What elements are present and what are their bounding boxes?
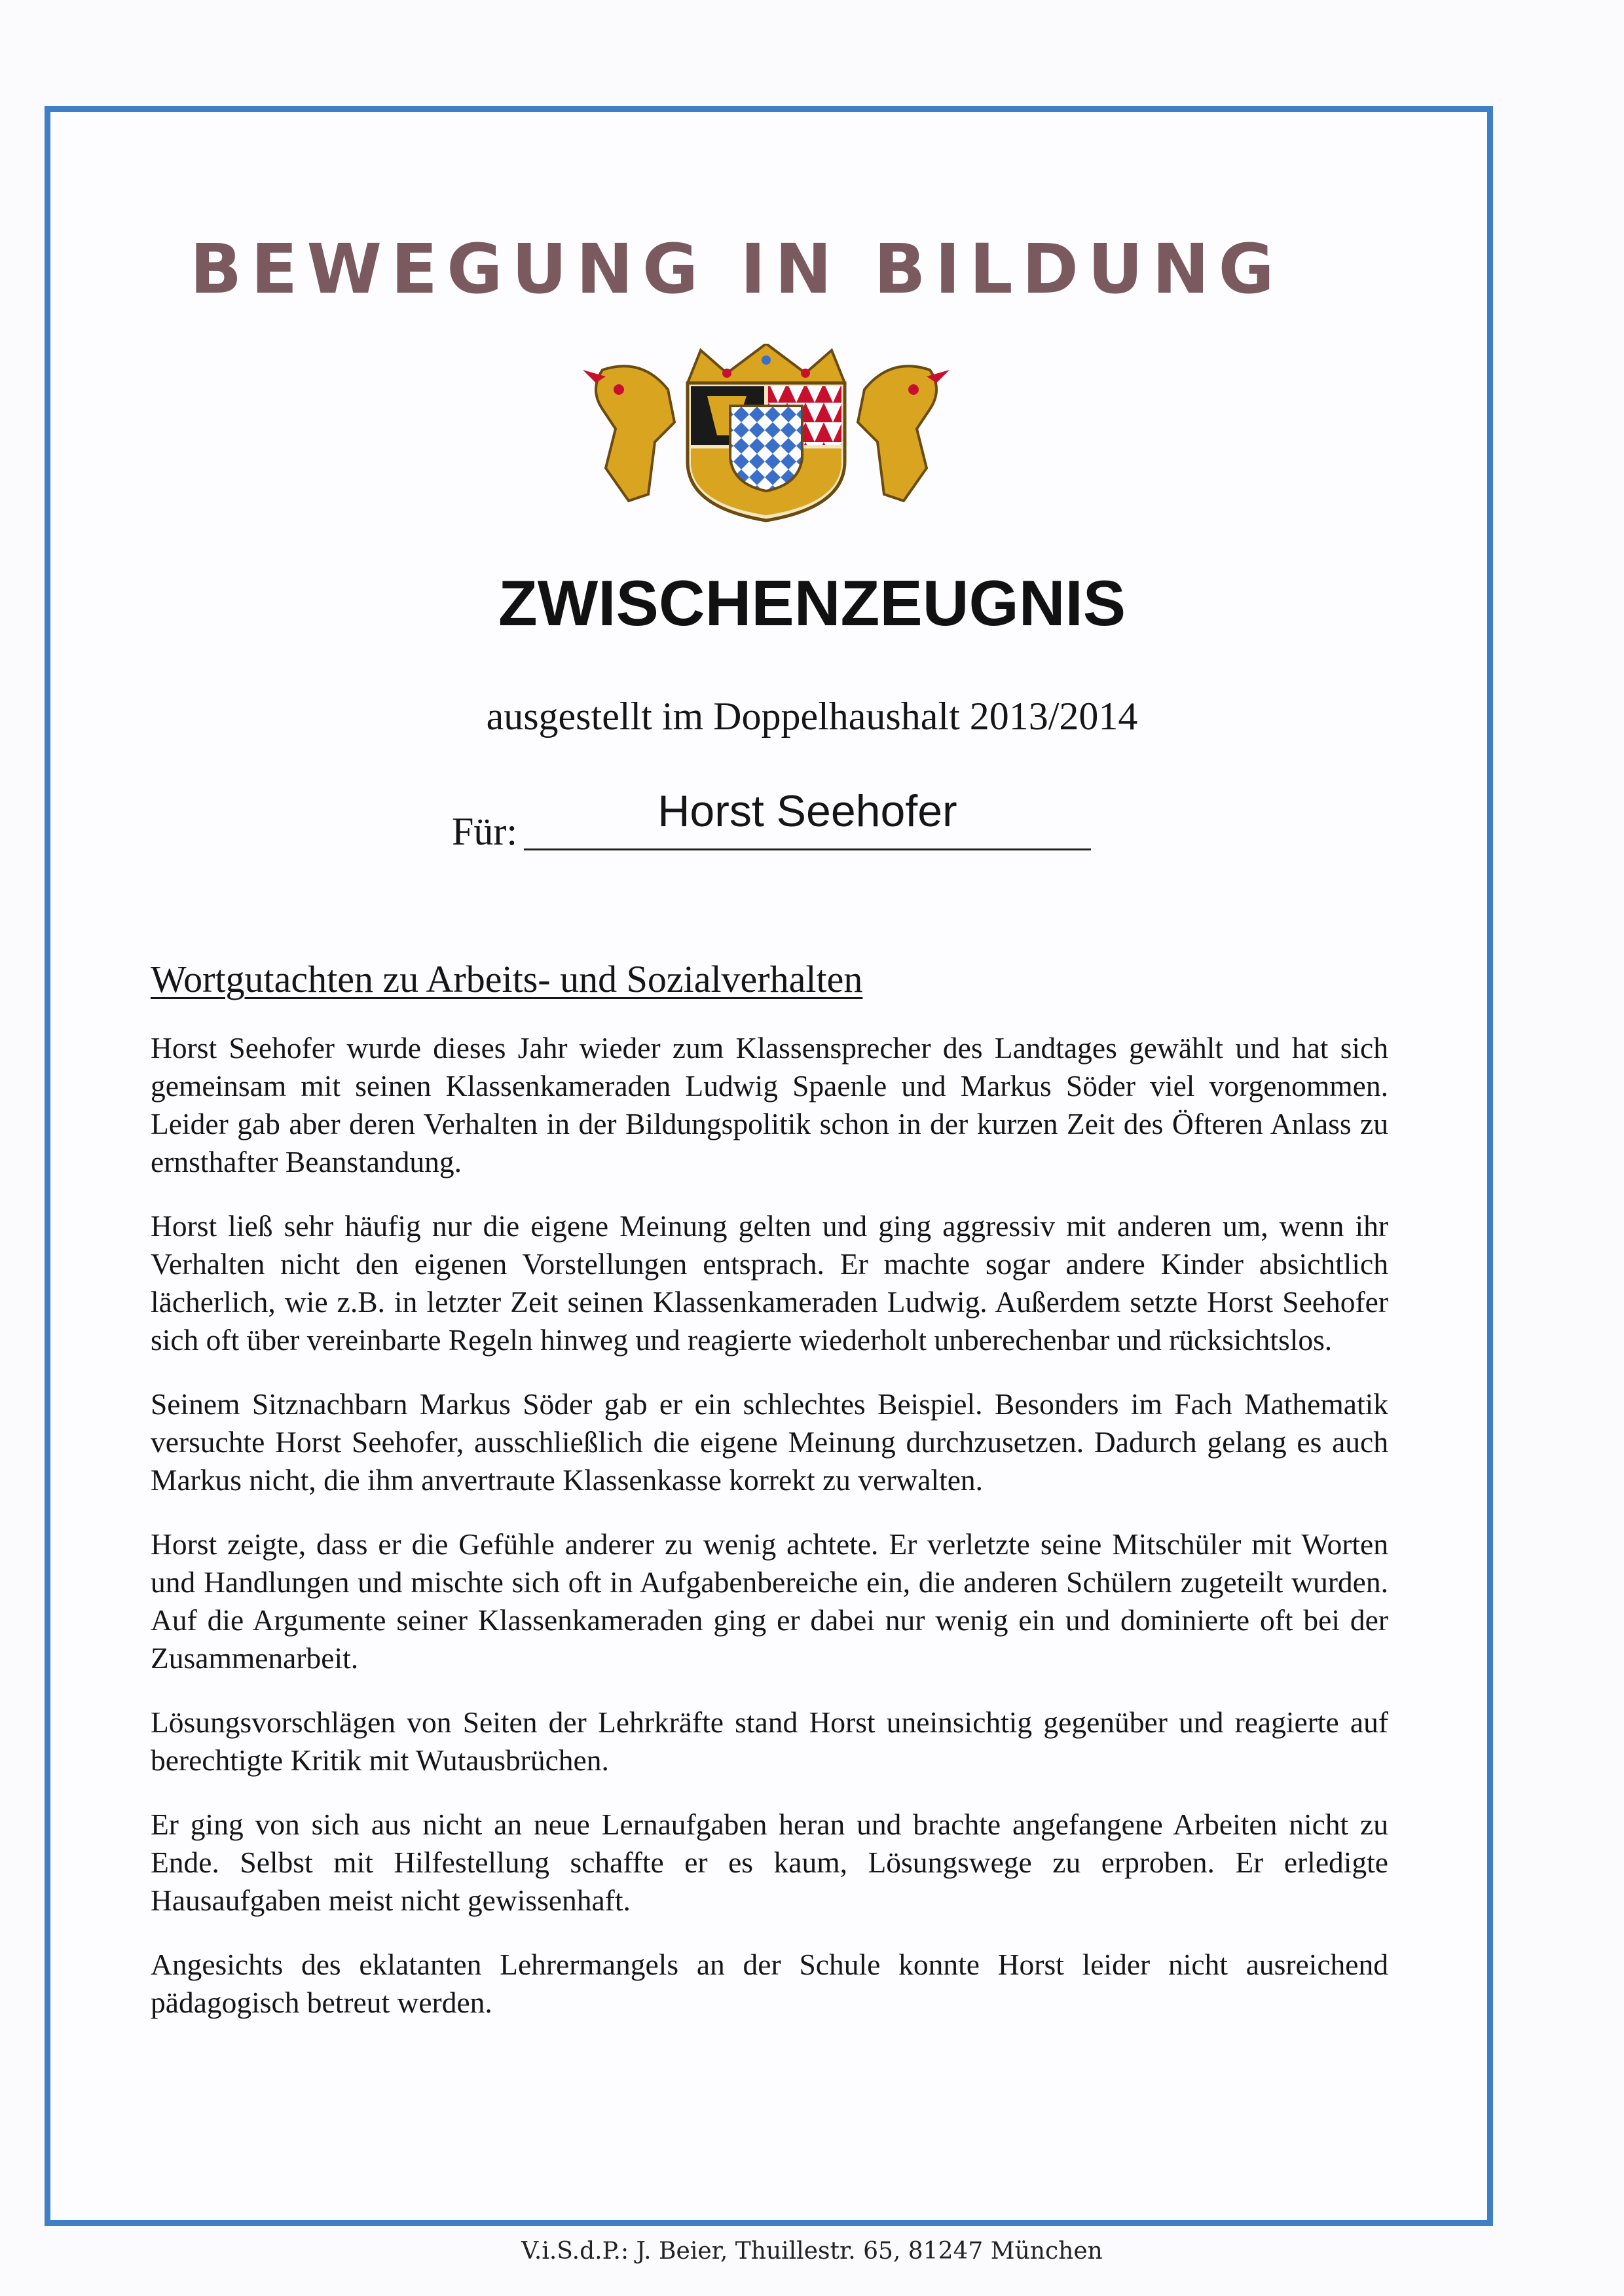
- document-subtitle: ausgestellt im Doppelhaushalt 2013/2014: [486, 695, 1138, 738]
- paragraph: Horst ließ sehr häufig nur die eigene Meinung gelten und ging aggressiv mit anderen um, wenn ihr Verhalten nicht den eigenen Vorstellungen entsprach. Er machte sogar andere Kinder absichtlich lächerlich, wie z.B. in letzter Zeit seinen Klassenkameraden Ludwig. Außerdem setzte Horst Seehofer sich oft über vereinbarte Regeln hinweg und reagierte wiederholt unberechenbar und rücksichtslos.: [151, 1209, 1388, 1357]
- paragraph: Horst Seehofer wurde dieses Jahr wieder zum Klassensprecher des Landtages gewählt und hat sich gemeinsam mit seinen Klassenkameraden Ludwig Spaenle und Markus Söder viel vorgenommen. Leider gab aber deren Verhalten in der Bildungspolitik schon in der kurzen Zeit des Öfteren Anlass zu ernsthafter Beanstandung.: [151, 1031, 1388, 1178]
- recipient-underline: [524, 848, 1091, 850]
- bavarian-coat-of-arms-icon: [576, 344, 956, 527]
- paragraph: Seinem Sitznachbarn Markus Söder gab er ein schlechtes Beispiel. Besonders im Fach Mathematik versuchte Horst Seehofer, ausschließlich die eigene Meinung durchzusetzen. Dadurch gelang es auch Markus nicht, die ihm anvertraute Klassenkasse korrekt zu verwalten.: [151, 1387, 1388, 1497]
- section-heading: Wortgutachten zu Arbeits- und Sozialverhalten: [151, 958, 863, 1000]
- assessment-text: [151, 1029, 1388, 2048]
- recipient-label: Für:: [452, 810, 518, 853]
- paragraph: Horst zeigte, dass er die Gefühle anderer zu wenig achtete. Er verletzte seine Mitschüler mit Worten und Handlungen und mischte sich oft in Aufgabenbereiche ein, die anderen Schülern zugeteilt wurden. Auf die Argumente seiner Klassenkameraden ging er dabei nur wenig ein und dominierte oft bei der Zusammenarbeit.: [151, 1527, 1388, 1675]
- imprint-footer: V.i.S.d.P.: J. Beier, Thuillestr. 65, 81247 München: [521, 2238, 1103, 2265]
- paragraph: Lösungsvorschlägen von Seiten der Lehrkräfte stand Horst uneinsichtig gegenüber und reagierte auf berechtigte Kritik mit Wutausbrüchen.: [151, 1705, 1388, 1777]
- recipient-name: Horst Seehofer: [657, 786, 957, 836]
- paragraph: Angesichts des eklatanten Lehrermangels an der Schule konnte Horst leider nicht ausreichend pädagogisch betreut werden.: [151, 1948, 1388, 2019]
- header-title: BEWEGUNG IN BILDUNG: [190, 229, 1283, 309]
- paragraph: Er ging von sich aus nicht an neue Lernaufgaben heran und brachte angefangene Arbeiten nicht zu Ende. Selbst mit Hilfestellung schaffte er es kaum, Lösungswege zu erproben. Er erledigte Hausaufgaben meist nicht gewissenhaft.: [151, 1808, 1388, 1917]
- document-title: ZWISCHENZEUGNIS: [498, 567, 1126, 639]
